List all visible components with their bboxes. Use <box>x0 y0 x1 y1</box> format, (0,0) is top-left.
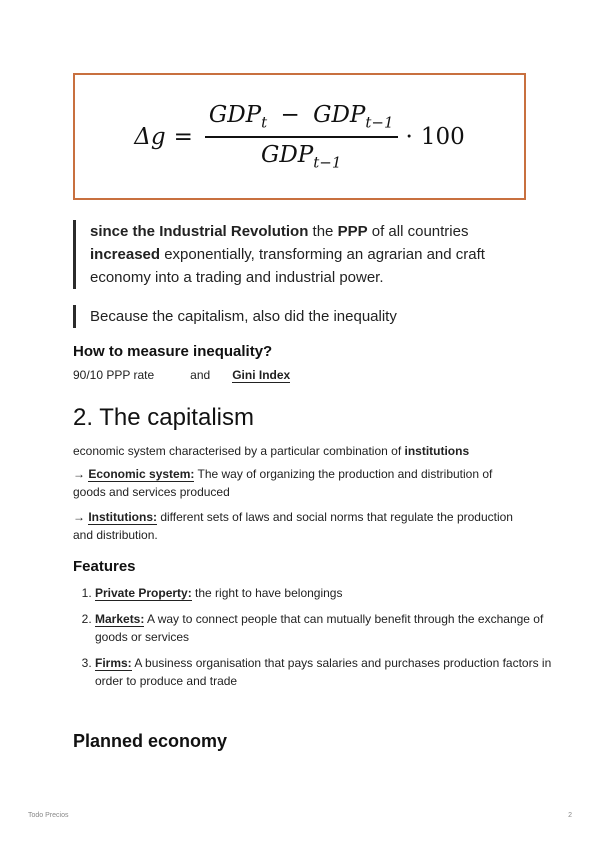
measure-item-gini[interactable]: Gini Index <box>232 368 291 382</box>
formula-equals: = <box>173 123 193 150</box>
features-list <box>73 584 555 698</box>
quote-industrial-revolution: since the Industrial Revolution the PPP of all countries increased exponentially, transforming an agrarian and craft economy into a trading and industrial power. <box>73 220 530 289</box>
formula-fraction <box>205 102 398 171</box>
measure-row <box>73 368 290 383</box>
footer-label: Todo Precios <box>28 812 69 819</box>
formula-times: · <box>405 123 413 150</box>
page-number: 2 <box>568 812 572 819</box>
formula-factor: 100 <box>420 123 465 150</box>
capitalism-definition: economic system characterised by a particular combination of institutions <box>73 444 470 458</box>
quote-inequality: Because the capitalism, also did the inequality <box>73 305 397 328</box>
list-item: 3. Firms: A business organisation that pays salaries and purchases production factors in order to produce and trade <box>95 654 555 690</box>
formula-numerator: $GDP_t - GDP_{t-1}$ <box>208 101 394 132</box>
formula-box <box>73 73 526 200</box>
heading-planned-economy: Planned economy <box>73 731 228 751</box>
heading-measure-inequality: How to measure inequality? <box>73 343 273 360</box>
measure-and: and <box>190 368 211 382</box>
formula-denominator: $GDP_{t-1}$ <box>260 141 342 172</box>
formula-lhs: Δg <box>134 123 166 150</box>
list-item: 1. Private Property: the right to have belongings <box>95 584 555 602</box>
growth-formula <box>134 102 465 171</box>
institutions-definition: → Institutions: different sets of laws and social norms that regulate the production and distribution. <box>73 510 513 542</box>
measure-item-ppp-rate: 90/10 PPP rate <box>73 368 155 382</box>
heading-features: Features <box>73 558 136 575</box>
section-title: 2. The capitalism <box>73 404 254 431</box>
economic-system-definition: → Economic system: The way of organizing the production and distribution of goods and services produced <box>73 467 493 499</box>
list-item: 2. Markets: A way to connect people that can mutually benefit through the exchange of goods or services <box>95 610 555 646</box>
